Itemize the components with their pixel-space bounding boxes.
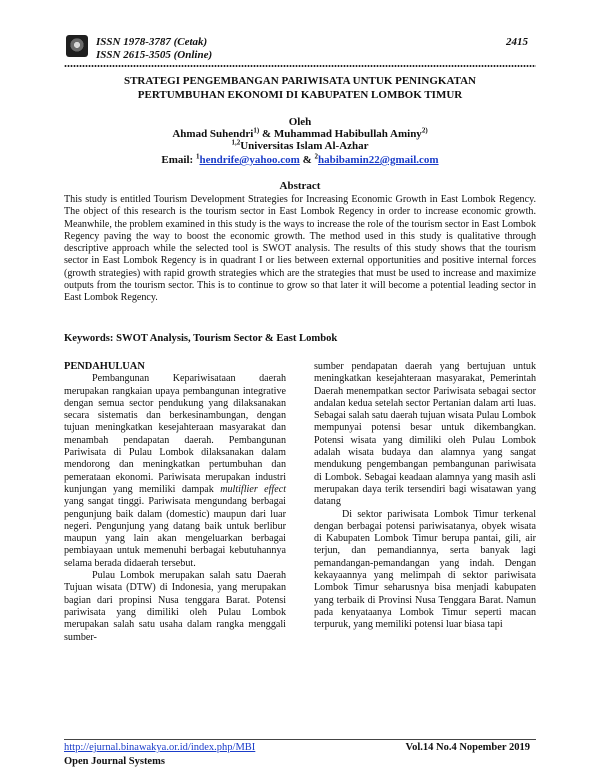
university-sup: 1,2	[231, 138, 241, 147]
journal-logo-icon	[66, 35, 88, 57]
paragraph-3: sumber pendapatan daerah yang bertujuan untuk meningkatkan kesejahteraan masyarakat, Pemerintah Daerah menempatkan sector Pariwisata sebagai sector andalan kedua setelah sector Pertanian dalam arti luas. Sebagai salah satu daerah tujuan wisata Pulau Lombok mempunyai potensi besar untuk dikembangkan. Potensi wisata yang dimiliki oleh Pulau Lombok adalah wisata budaya dan alamnya yang sangat mendukung pengembangan pembangunan pariwisata di Lombok. Sebagai keadaan alamnya yang masih asli merupakan daya terik tersendiri bagi wisatawan yang datang	[314, 361, 536, 508]
paper-title	[64, 74, 536, 102]
footer-rule	[64, 739, 536, 740]
issn-online: ISSN 2615-3505 (Online)	[96, 49, 213, 61]
body-column-left	[64, 361, 286, 644]
paragraph-1-part-b: yang sangat tinggi. Pariwisata mengundang berbagai pengunjung baik dalam (domestic) maupun dari luar negeri. Pengunjung yang datang baik untuk berlibur maupun yang lain akan mengeluarkan berbagai pembiayaan untuk memenuhi berbagai kebutuhannya selama berada didaerah tersebut.	[64, 496, 286, 569]
paragraph-1-italic: multiflier effect	[220, 483, 286, 495]
footer-volume: Vol.14 No.4 Nopember 2019	[405, 742, 530, 753]
email-2-link[interactable]: habibamin22@gmail.com	[318, 154, 439, 166]
email-line	[64, 154, 536, 166]
email-1-sup: 1	[195, 152, 200, 161]
university-line	[64, 140, 536, 152]
paragraph-2: Pulau Lombok merupakan salah satu Daerah Tujuan wisata (DTW) di Indonesia, yang merupakan bagian dari propinsi Nusa tenggara Barat. Potensi pariwisata yang dimiliki oleh Pulau Lombok merupakan salah satu usaha dalam rangka menggali sumber-	[64, 570, 286, 643]
footer-system: Open Journal Systems	[64, 756, 165, 767]
author-2: Muhammad Habibullah Aminy	[273, 128, 422, 140]
paragraph-4: Di sektor pariwisata Lombok Timur terkenal dengan berbagai potensi pariwisatanya, obyek wisata di Kabupaten Lombok Timur berupa pantai, gili, air terjun, dan pemandiannya, serta banyak lagi pemandangan-pemandangan yang indah. Dengan kekayaannya yang melimpah di sektor pariwisata Lombok Timur seharusnya bisa menjadi kabupaten yang terbaik di Provinsi Nusa Tenggara Barat. Namun pada kenyataanya Lombok Timur seperti macan terpuruk, yang memiliki potensi luar biasa tapi	[314, 508, 536, 631]
paragraph-1	[64, 373, 286, 570]
abstract-heading: Abstract	[279, 180, 321, 192]
paragraph-1-part-a: Pembangunan Kepariwisataan daerah merupakan rangkaian upaya pembangunan integrative dengan semua sector pendukung yang dilaksanakan secara sistematis dan berkesinambungan, dengan tujuan meningkatkan kesejahteraan masyarakat dan menambah pendapatan daerah. Pembangunan Pariwisata di Pulau Lombok dilaksanakan dalam mendorong dan meningkatkan pertumbuhan dan pemerataan ekonomi. Pariwisata merupakan industri kunjungan yang memiliki dampak	[64, 373, 286, 495]
abstract-text: This study is entitled Tourism Development Strategies for Increasing Economic Growth in East Lombok Regency. The object of this research is the tourism sector in East Lombok Regency in order to increase economic growth. Meanwhile, the problem examined in this study is the ways to increase the role of the tourism sector in East Lombok Regency paving the way to boost the economic growth. The method used in this study is qualitative through descriptive approach while the selected tool is SWOT analysis. The results of this study shows that the tourism sector in East Lombok Regency is in quadrant I or lies between external opportunities and positive internal forces (growth strategies) with rapid growth strategies which are the strategies that must be used to increase and maximize outputs from the tourism sector. This is to continue to grow so that later it will become a potential leading sector in East Lombok Regency.	[64, 194, 536, 304]
author-1: Ahmad Suhendri	[172, 128, 254, 140]
section-heading: PENDAHULUAN	[64, 361, 145, 372]
author-1-sup: 1)	[253, 126, 260, 135]
body-column-right	[314, 361, 536, 632]
authors-line	[64, 128, 536, 140]
issn-print: ISSN 1978-3787 (Cetak)	[96, 36, 208, 48]
byline-oleh: Oleh	[288, 116, 312, 128]
email-2-sup: 2	[314, 152, 318, 161]
title-line-2: PERTUMBUHAN EKONOMI DI KABUPATEN LOMBOK TIMUR	[137, 89, 463, 101]
university: Universitas Islam Al-Azhar	[240, 140, 369, 152]
keywords: Keywords: SWOT Analysis, Tourism Sector & East Lombok	[64, 333, 338, 344]
email-label: Email:	[161, 154, 196, 166]
author-2-sup: 2)	[421, 126, 428, 135]
page-number: 2415	[506, 36, 528, 48]
dotted-divider	[64, 64, 536, 68]
footer-url-link[interactable]: http://ejurnal.binawakya.or.id/index.php/MBI	[64, 742, 256, 753]
title-line-1: STRATEGI PENGEMBANGAN PARIWISATA UNTUK PENINGKATAN	[123, 75, 477, 87]
email-1-link[interactable]: hendrife@yahoo.com	[199, 154, 300, 166]
email-and: &	[299, 154, 315, 166]
author-and: &	[259, 128, 274, 140]
